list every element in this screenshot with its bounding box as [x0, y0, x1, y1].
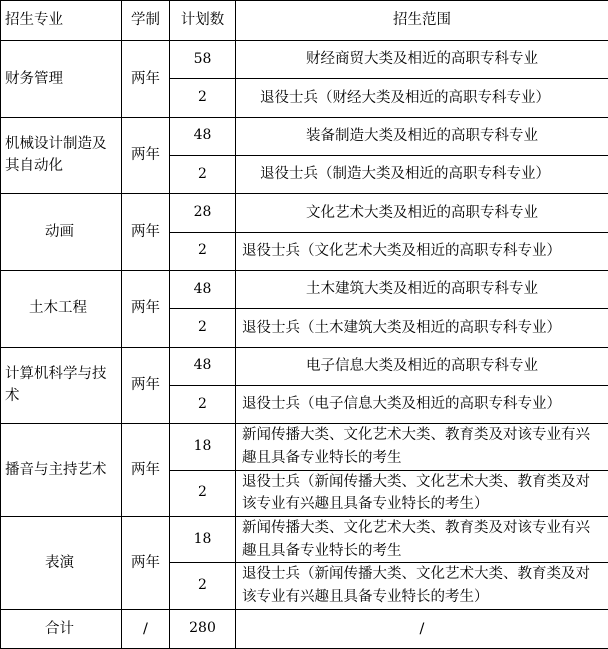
- scope-cell: 退役士兵（电子信息大类及相近的高职专科专业）: [236, 385, 608, 423]
- duration-cell: 两年: [122, 41, 170, 118]
- plan-cell: 2: [170, 470, 236, 516]
- plan-cell: 2: [170, 79, 236, 117]
- table-row: [1, 424, 608, 470]
- table-row: [1, 194, 608, 232]
- total-row: [1, 609, 608, 648]
- plan-cell: 48: [170, 347, 236, 385]
- scope-cell: 退役士兵（新闻传播大类、文化艺术大类、教育类及对该专业有兴趣且具备专业特长的考生）: [236, 563, 608, 609]
- total-duration: /: [122, 609, 170, 648]
- duration-cell: 两年: [122, 194, 170, 271]
- duration-cell: 两年: [122, 347, 170, 424]
- major-cell: 计算机科学与技术: [1, 347, 122, 424]
- scope-cell: 电子信息大类及相近的高职专科专业: [236, 347, 608, 385]
- scope-cell: 退役士兵（财经大类及相近的高职专科专业）: [236, 79, 608, 117]
- plan-cell: 2: [170, 155, 236, 193]
- plan-cell: 48: [170, 270, 236, 308]
- table-header-row: [1, 1, 608, 41]
- plan-cell: 2: [170, 563, 236, 609]
- scope-cell: 文化艺术大类及相近的高职专科专业: [236, 194, 608, 232]
- plan-cell: 18: [170, 516, 236, 562]
- scope-cell: 财经商贸大类及相近的高职专科专业: [236, 41, 608, 79]
- table-row: [1, 41, 608, 79]
- header-scope: 招生范围: [236, 1, 608, 41]
- total-plan: 280: [170, 609, 236, 648]
- scope-cell: 退役士兵（土木建筑大类及相近的高职专科专业）: [236, 309, 608, 347]
- duration-cell: 两年: [122, 117, 170, 194]
- plan-cell: 18: [170, 424, 236, 470]
- plan-cell: 28: [170, 194, 236, 232]
- major-cell: 动画: [1, 194, 122, 271]
- plan-cell: 2: [170, 385, 236, 423]
- plan-cell: 48: [170, 117, 236, 155]
- plan-cell: 58: [170, 41, 236, 79]
- table-row: [1, 270, 608, 308]
- duration-cell: 两年: [122, 424, 170, 517]
- total-scope: /: [236, 609, 608, 648]
- major-cell: 表演: [1, 516, 122, 609]
- header-duration: 学制: [122, 1, 170, 41]
- scope-cell: 土木建筑大类及相近的高职专科专业: [236, 270, 608, 308]
- scope-cell: 新闻传播大类、文化艺术大类、教育类及对该专业有兴趣且具备专业特长的考生: [236, 516, 608, 562]
- plan-cell: 2: [170, 309, 236, 347]
- table-row: [1, 117, 608, 155]
- total-label: 合计: [1, 609, 122, 648]
- table-row: [1, 516, 608, 562]
- major-cell: 土木工程: [1, 270, 122, 347]
- table-row: [1, 347, 608, 385]
- scope-cell: 装备制造大类及相近的高职专科专业: [236, 117, 608, 155]
- scope-cell: 退役士兵（新闻传播大类、文化艺术大类、教育类及对该专业有兴趣且具备专业特长的考生）: [236, 470, 608, 516]
- header-major: 招生专业: [1, 1, 122, 41]
- duration-cell: 两年: [122, 516, 170, 609]
- major-cell: 播音与主持艺术: [1, 424, 122, 517]
- scope-cell: 新闻传播大类、文化艺术大类、教育类及对该专业有兴趣且具备专业特长的考生: [236, 424, 608, 470]
- duration-cell: 两年: [122, 270, 170, 347]
- scope-cell: 退役士兵（制造大类及相近的高职专科专业）: [236, 155, 608, 193]
- header-plan: 计划数: [170, 1, 236, 41]
- major-cell: 机械设计制造及其自动化: [1, 117, 122, 194]
- plan-cell: 2: [170, 232, 236, 270]
- major-cell: 财务管理: [1, 41, 122, 118]
- scope-cell: 退役士兵（文化艺术大类及相近的高职专科专业）: [236, 232, 608, 270]
